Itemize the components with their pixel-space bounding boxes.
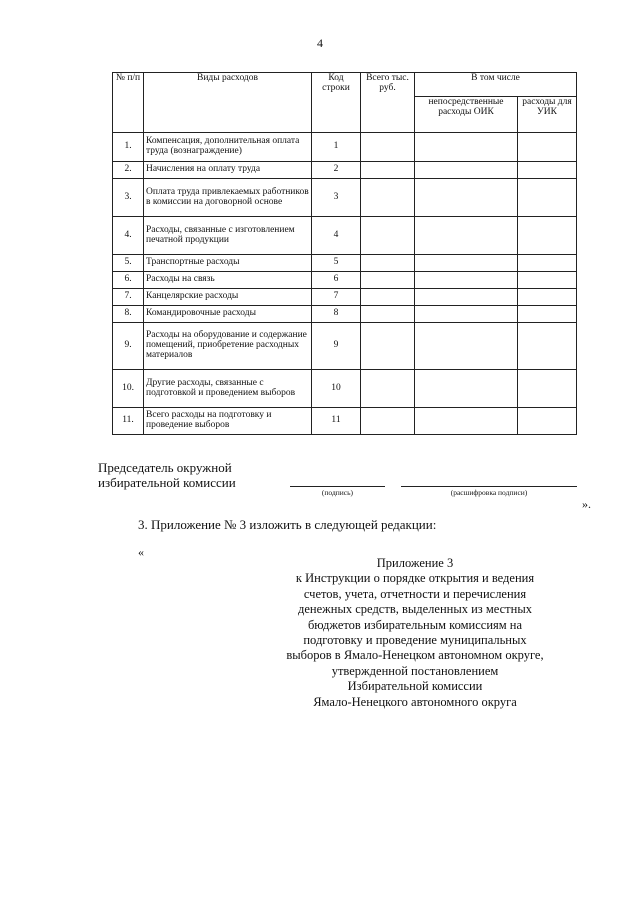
cell-oik bbox=[415, 179, 518, 217]
cell-oik bbox=[415, 162, 518, 179]
row-name: Начисления на оплату труда bbox=[144, 162, 312, 179]
row-code: 3 bbox=[312, 179, 361, 217]
cell-total bbox=[361, 133, 415, 162]
cell-uik bbox=[518, 272, 577, 289]
cell-total bbox=[361, 255, 415, 272]
table-row bbox=[113, 272, 577, 289]
row-code: 10 bbox=[312, 370, 361, 408]
appendix-line: счетов, учета, отчетности и перечисления bbox=[303, 586, 527, 601]
cell-oik bbox=[415, 217, 518, 255]
opening-quote: « bbox=[138, 545, 144, 559]
row-num: 8. bbox=[113, 306, 144, 323]
header-total: Всего тыс. руб. bbox=[361, 73, 415, 133]
cell-total bbox=[361, 323, 415, 370]
row-num: 2. bbox=[113, 162, 144, 179]
cell-uik bbox=[518, 255, 577, 272]
cell-oik bbox=[415, 272, 518, 289]
appendix-line: выборов в Ямало-Ненецком автономном округе, bbox=[286, 648, 544, 663]
row-code: 5 bbox=[312, 255, 361, 272]
row-code: 11 bbox=[312, 408, 361, 435]
chairman-title bbox=[98, 460, 236, 490]
row-num: 7. bbox=[113, 289, 144, 306]
row-num: 6. bbox=[113, 272, 144, 289]
header-uik: расходы для УИК bbox=[518, 97, 577, 133]
row-code: 1 bbox=[312, 133, 361, 162]
cell-total bbox=[361, 370, 415, 408]
header-expense-type: Виды расходов bbox=[144, 73, 312, 133]
row-num: 9. bbox=[113, 323, 144, 370]
cell-uik bbox=[518, 162, 577, 179]
table-row bbox=[113, 408, 577, 435]
cell-uik bbox=[518, 179, 577, 217]
appendix-line: Приложение 3 bbox=[376, 556, 454, 570]
row-num: 10. bbox=[113, 370, 144, 408]
expenses-table bbox=[112, 72, 577, 435]
cell-total bbox=[361, 289, 415, 306]
cell-oik bbox=[415, 370, 518, 408]
item-3-text: 3. Приложение № 3 изложить в следующей редакции: bbox=[138, 517, 437, 532]
table-row bbox=[113, 306, 577, 323]
table-row bbox=[113, 370, 577, 408]
cell-total bbox=[361, 162, 415, 179]
row-name: Оплата труда привлекаемых работников в комиссии на договорной основе bbox=[144, 179, 312, 217]
row-num: 1. bbox=[113, 133, 144, 162]
page-number: 4 bbox=[317, 36, 323, 50]
table-row bbox=[113, 217, 577, 255]
decode-line bbox=[401, 486, 577, 487]
header-num: № п/п bbox=[113, 73, 144, 133]
cell-oik bbox=[415, 408, 518, 435]
decode-caption: (расшифровка подписи) bbox=[450, 488, 528, 497]
row-name: Другие расходы, связанные с подготовкой и проведением выборов bbox=[144, 370, 312, 408]
appendix-line: денежных средств, выделенных из местных bbox=[298, 602, 532, 617]
closing-quote: ». bbox=[582, 497, 591, 511]
cell-uik bbox=[518, 217, 577, 255]
cell-total bbox=[361, 217, 415, 255]
appendix-line: подготовку и проведение муниципальных bbox=[303, 633, 527, 648]
row-name: Транспортные расходы bbox=[144, 255, 312, 272]
cell-oik bbox=[415, 306, 518, 323]
header-line-code: Код строки bbox=[312, 73, 361, 133]
chairman-title-line1: Председатель окружной bbox=[98, 460, 232, 475]
header-including: В том числе bbox=[415, 73, 577, 97]
cell-uik bbox=[518, 323, 577, 370]
cell-uik bbox=[518, 370, 577, 408]
row-num: 4. bbox=[113, 217, 144, 255]
chairman-title-line2: избирательной комиссии bbox=[98, 475, 236, 490]
table-row bbox=[113, 323, 577, 370]
cell-oik bbox=[415, 323, 518, 370]
cell-uik bbox=[518, 133, 577, 162]
appendix-line: Ямало-Ненецкого автономного округа bbox=[313, 694, 517, 709]
row-code: 7 bbox=[312, 289, 361, 306]
table-row bbox=[113, 255, 577, 272]
appendix-line: бюджетов избирательным комиссиям на bbox=[307, 617, 523, 632]
row-num: 11. bbox=[113, 408, 144, 435]
row-name: Командировочные расходы bbox=[144, 306, 312, 323]
cell-uik bbox=[518, 289, 577, 306]
row-name: Канцелярские расходы bbox=[144, 289, 312, 306]
signature-line bbox=[290, 486, 385, 487]
row-code: 2 bbox=[312, 162, 361, 179]
cell-uik bbox=[518, 408, 577, 435]
cell-oik bbox=[415, 255, 518, 272]
row-code: 4 bbox=[312, 217, 361, 255]
appendix-line: утвержденной постановлением bbox=[331, 663, 499, 678]
cell-total bbox=[361, 179, 415, 217]
table-row bbox=[113, 133, 577, 162]
row-name: Расходы на оборудование и содержание помещений, приобретение расходных материалов bbox=[144, 323, 312, 370]
signature-caption: (подпись) bbox=[321, 488, 354, 497]
header-oik: непосредственные расходы ОИК bbox=[415, 97, 518, 133]
table-row bbox=[113, 289, 577, 306]
cell-oik bbox=[415, 289, 518, 306]
table-row bbox=[113, 162, 577, 179]
cell-total bbox=[361, 306, 415, 323]
row-code: 9 bbox=[312, 323, 361, 370]
row-name: Расходы на связь bbox=[144, 272, 312, 289]
table-row bbox=[113, 179, 577, 217]
appendix-header bbox=[270, 556, 560, 710]
row-num: 3. bbox=[113, 179, 144, 217]
cell-uik bbox=[518, 306, 577, 323]
row-name: Компенсация, дополнительная оплата труда (вознаграждение) bbox=[144, 133, 312, 162]
cell-oik bbox=[415, 133, 518, 162]
row-code: 6 bbox=[312, 272, 361, 289]
row-name: Расходы, связанные с изготовлением печатной продукции bbox=[144, 217, 312, 255]
cell-total bbox=[361, 272, 415, 289]
row-num: 5. bbox=[113, 255, 144, 272]
appendix-line: к Инструкции о порядке открытия и ведения bbox=[295, 571, 535, 586]
row-name: Всего расходы на подготовку и проведение выборов bbox=[144, 408, 312, 435]
appendix-line: Избирательной комиссии bbox=[347, 679, 483, 694]
row-code: 8 bbox=[312, 306, 361, 323]
cell-total bbox=[361, 408, 415, 435]
